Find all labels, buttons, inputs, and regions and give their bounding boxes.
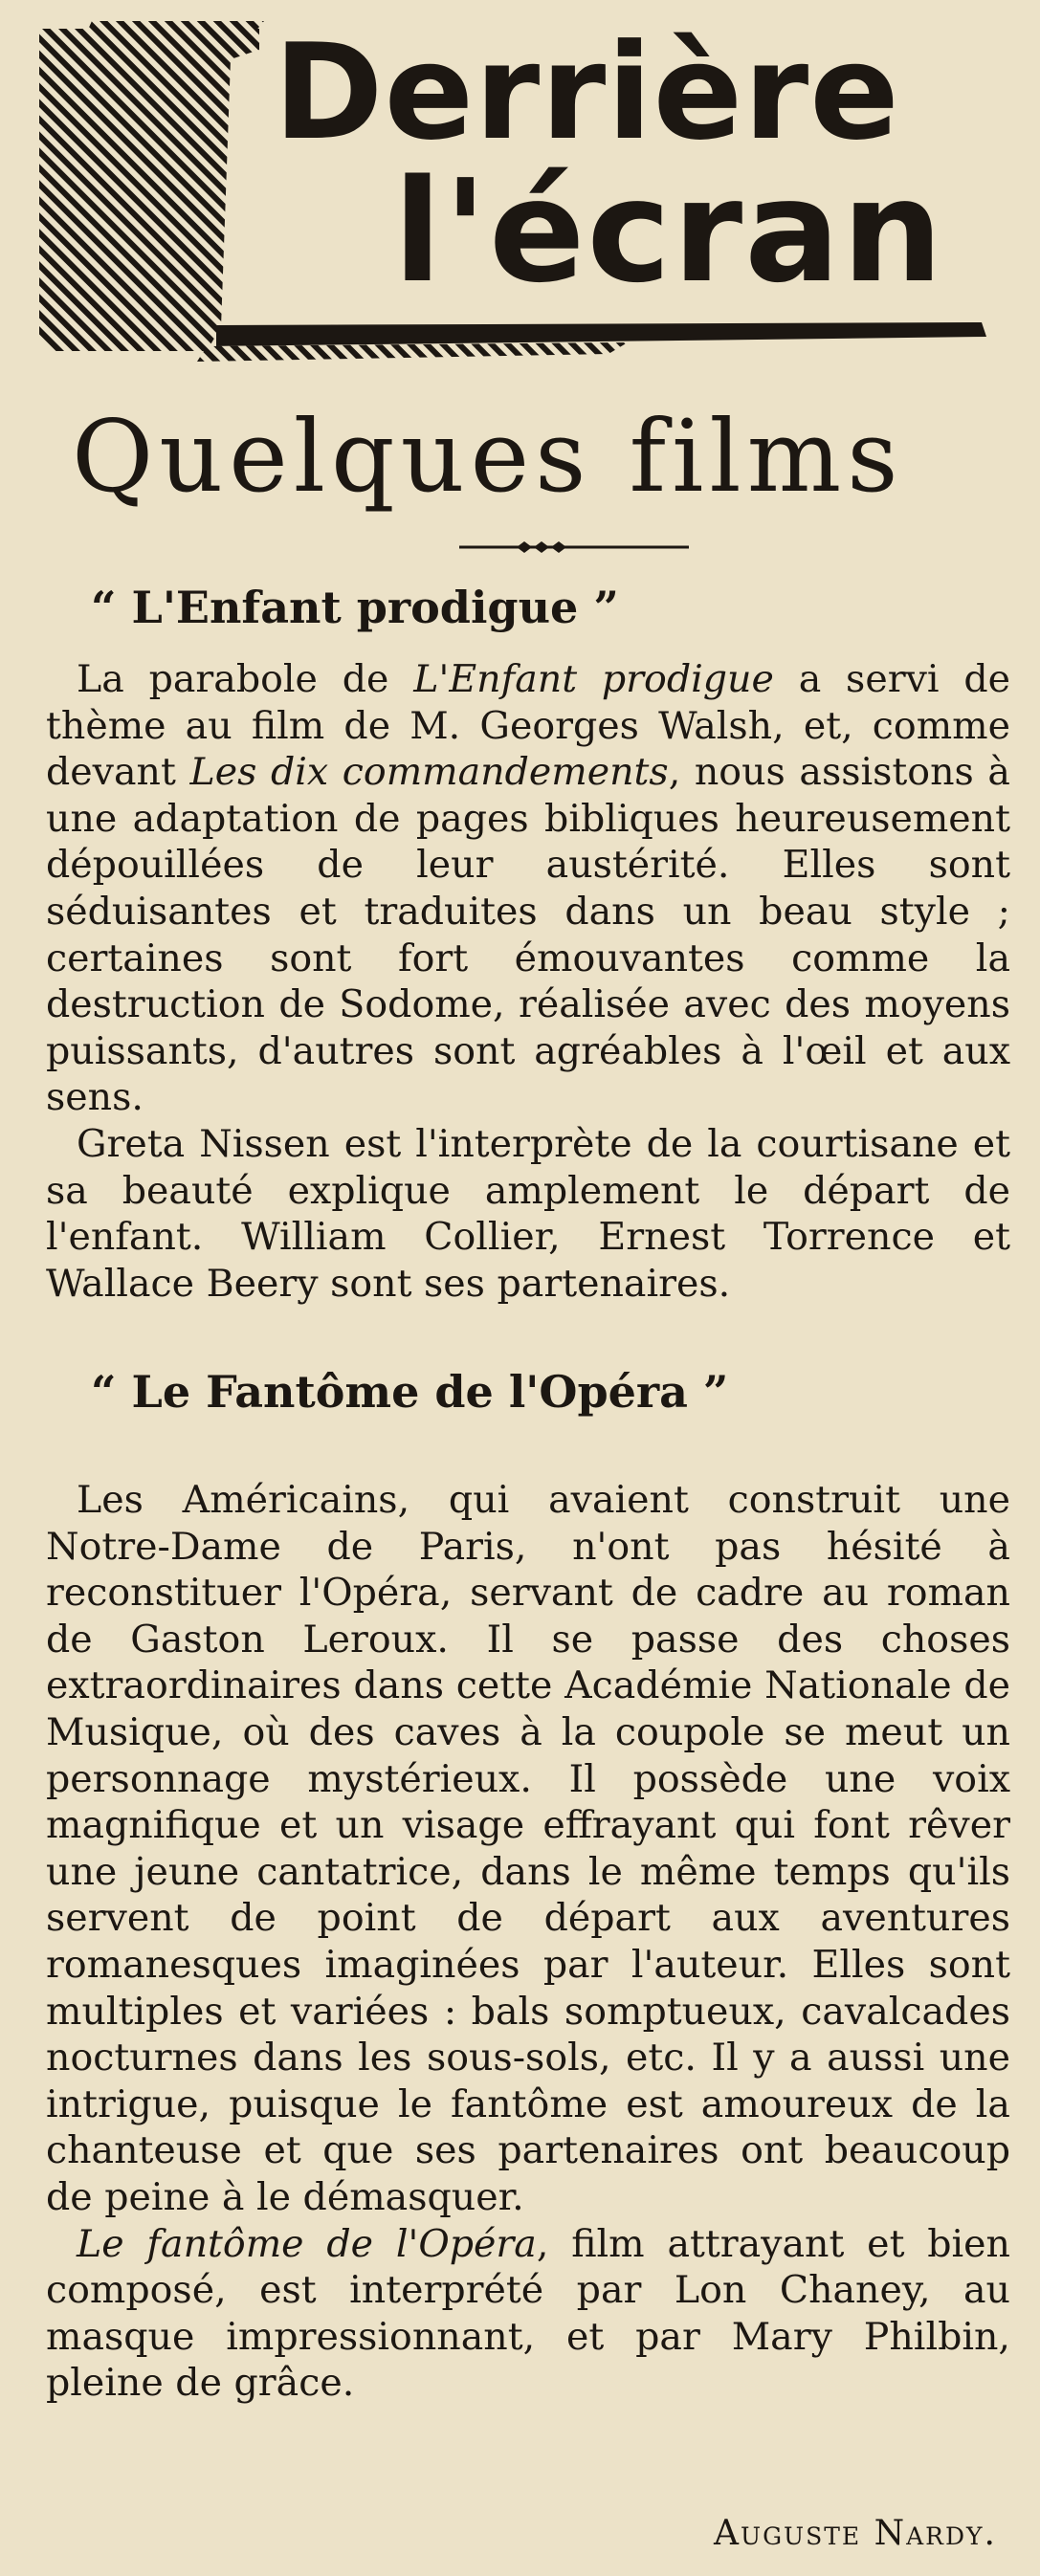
- film-title: Le fantôme de l'Opéra: [77, 2221, 537, 2266]
- paragraph: Le fantôme de l'Opéra, film attrayant et bien composé, est interprété par Lon Chaney, au masque impressionnant, et par Mary Philbin, pleine de grâce.: [46, 2221, 1010, 2406]
- masthead-title-line2: l'écran: [393, 149, 945, 314]
- masthead: [34, 15, 1001, 365]
- film-title: L'Enfant prodigue: [413, 657, 774, 701]
- ornament-divider: [459, 536, 689, 559]
- film-heading-fantome-opera: “ Le Fantôme de l'Opéra ”: [91, 1366, 729, 1418]
- paragraph: La parabole de L'Enfant prodigue a servi de thème au film de M. Georges Walsh, et, comme devant Les dix commandements, nous assistons à une adaptation de pages bibliques heureusement dépouillées de leur austérité. Elles sont séduisantes et traduites dans un beau style ; certaines sont fort émouvantes comme la destruction de Sodome, réalisée avec des moyens puissants, d'autres sont agréables à l'œil et aux sens.: [46, 657, 1011, 1120]
- section-title: Quelques films: [72, 398, 904, 515]
- article-enfant-prodigue: [46, 656, 1010, 1307]
- masthead-title-line1: Derrière: [274, 15, 900, 169]
- paragraph: Greta Nissen est l'interprète de la courtisane et sa beauté explique amplement le départ de l'enfant. William Collier, Ernest Torrence et Wallace Beery sont ses partenaires.: [46, 1121, 1010, 1306]
- film-title: Les dix commandements: [189, 750, 669, 795]
- author-signature: Auguste Nardy.: [714, 2514, 997, 2553]
- paragraph: Les Américains, qui avaient construit une Notre-Dame de Paris, n'ont pas hésité à reconstituer l'Opéra, servant de cadre au roman de Gaston Leroux. Il se passe des choses extraordinaires dans cette Académie Nationale de Musique, où des caves à la coupole se meut un personnage mystérieux. Il possède une voix magnifique et un visage effrayant qui font rêver une jeune cantatrice, dans le même temps qu'ils servent de point de départ aux aventures romanesques imaginées par l'auteur. Elles sont multiples et variées : bals somptueux, cavalcades nocturnes dans les sous-sols, etc. Il y a aussi une intrigue, puisque le fantôme est amoureux de la chanteuse et que ses partenaires ont beaucoup de peine à le démasquer.: [46, 1478, 1010, 2219]
- film-heading-enfant-prodigue: “ L'Enfant prodigue ”: [91, 582, 619, 633]
- article-fantome-opera: [46, 1477, 1010, 2407]
